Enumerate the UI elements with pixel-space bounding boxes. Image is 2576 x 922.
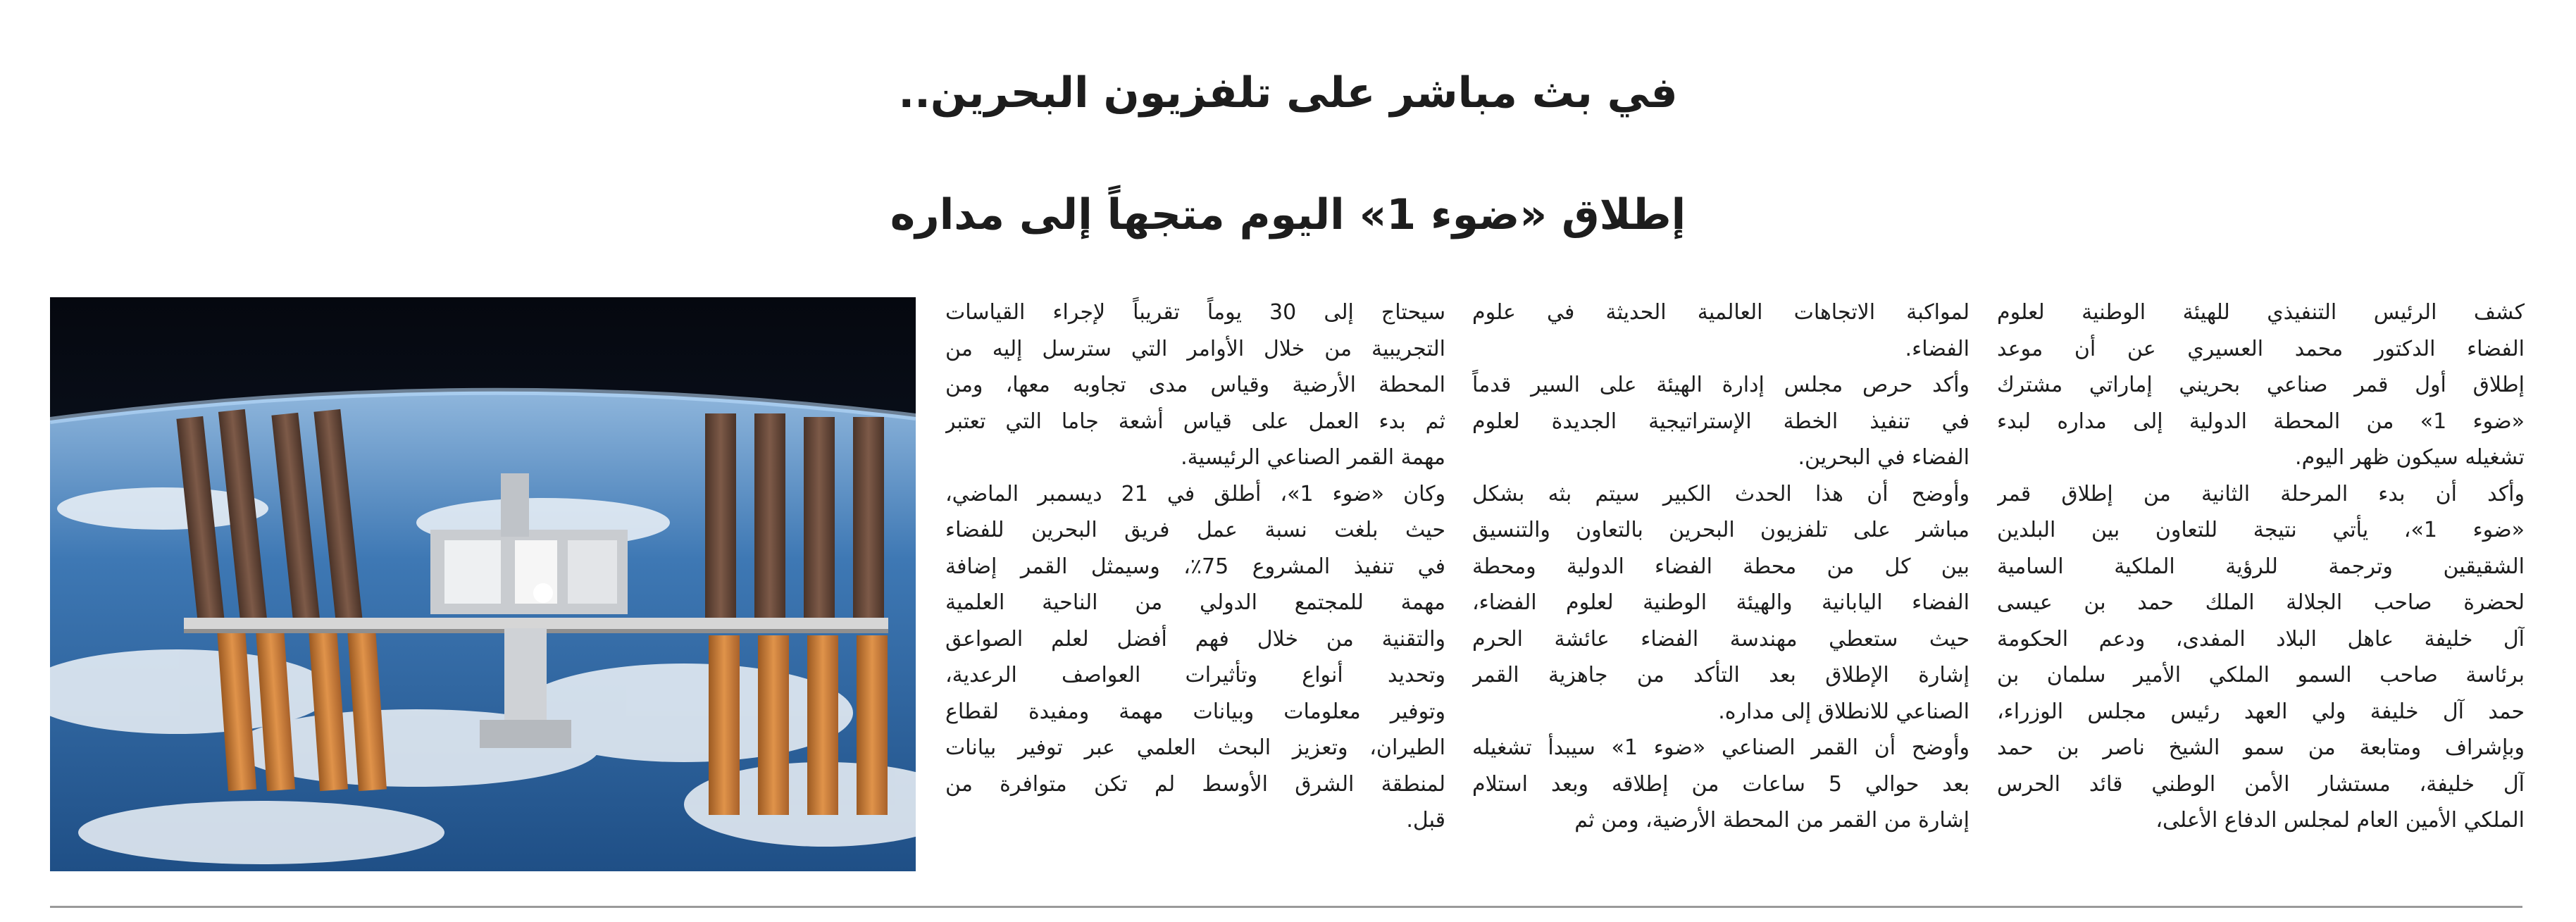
article-line: لمنطقة الشرق الأوسط لم تكن متوافرة من (945, 771, 1445, 797)
article-line: «ضوء 1»، يأتي نتيجة للتعاون بين البلدين (1997, 518, 2525, 542)
article-line: آل خليفة عاهل البلاد المفدى، ودعم الحكومة (1997, 626, 2525, 652)
article-line: كشف الرئيس التنفيذي للهيئة الوطنية لعلوم (1997, 300, 2525, 325)
article-line: وكان «ضوء 1»، أطلق في 21 ديسمبر الماضي، (945, 481, 1445, 506)
article-line: الصناعي للانطلاق إلى مداره. (1718, 699, 1970, 724)
article-line: الشقيقين وترجمة للرؤية الملكية السامية (1997, 554, 2525, 579)
article-line: الفضاء في البحرين. (1798, 445, 1970, 470)
article-line: ثم بدء العمل على قياس أشعة جاما التي تعتبر (945, 409, 1445, 434)
article-line: تشغيله سيكون ظهر اليوم. (2295, 445, 2525, 470)
article-line: في تنفيذ المشروع 75٪، وسيمثل القمر إضافة (945, 554, 1445, 579)
article-line: وأكد حرص مجلس إدارة الهيئة على السير قدماً (1472, 373, 1970, 397)
article-column-2 (1472, 294, 1970, 900)
headline-line-1: في بث مباشر على تلفزيون البحرين.. (898, 68, 1678, 118)
article-line: وأوضح أن القمر الصناعي «ضوء 1» سيبدأ تشغيله (1472, 735, 1970, 760)
article-line: حيث ستعطي مهندسة الفضاء عائشة الحرم (1472, 626, 1970, 652)
headline-line-2: إطلاق «ضوء 1» اليوم متجهاً إلى مداره (890, 190, 1686, 239)
article-line: الفضاء اليابانية والهيئة الوطنية لعلوم الفضاء، (1472, 590, 1970, 615)
article-line: وأكد أن بدء المرحلة الثانية من إطلاق قمر (1997, 481, 2525, 506)
article-line: مباشر على تلفزيون البحرين بالتعاون والتنسيق (1472, 518, 1970, 542)
article-line: مهمة القمر الصناعي الرئيسية. (1181, 445, 1445, 470)
article-line: الطيران، وتعزيز البحث العلمي عبر توفير بيانات (945, 735, 1445, 760)
bottom-rule (50, 906, 2522, 908)
space-station-illustration (50, 297, 916, 871)
article-line: والتقنية من خلال فهم أفضل لعلم الصواعق (945, 626, 1445, 652)
article-line: لمواكبة الاتجاهات العالمية الحديثة في علوم (1472, 300, 1970, 325)
article-line: سيحتاج إلى 30 يوماً تقريباً لإجراء القياسات (945, 300, 1445, 325)
article-line: آل خليفة، مستشار الأمن الوطني قائد الحرس (1997, 771, 2525, 797)
article-line: وبإشراف ومتابعة من سمو الشيخ ناصر بن حمد (1997, 735, 2525, 760)
article-line: مهمة للمجتمع الدولي من الناحية العلمية (945, 590, 1445, 615)
article-column-3 (945, 294, 1445, 900)
article-line: إشارة من القمر من المحطة الأرضية، ومن ثم (1574, 808, 1970, 833)
article-line: الفضاء الدكتور محمد العسيري عن أن موعد (1997, 336, 2525, 361)
article-line: الملكي الأمين العام لمجلس الدفاع الأعلى، (2155, 808, 2525, 833)
article-line: حمد آل خليفة ولي العهد رئيس مجلس الوزراء، (1997, 699, 2525, 724)
article-line: إشارة الإطلاق بعد التأكد من جاهزية القمر (1472, 663, 1970, 687)
article-line: في تنفيذ الخطة الإستراتيجية الجديدة لعلوم (1472, 409, 1970, 434)
article-line: إطلاق أول قمر صناعي بحريني إماراتي مشترك (1997, 373, 2525, 397)
article-line: وتوفير معلومات وبيانات مهمة ومفيدة لقطاع (945, 699, 1445, 724)
article-column-1 (1997, 294, 2525, 900)
article-line: بعد حوالي 5 ساعات من إطلاقه وبعد استلام (1472, 771, 1970, 797)
space-station-photo (50, 297, 916, 871)
article-line: قبل. (1406, 808, 1445, 833)
article-line: حيث بلغت نسبة عمل فريق البحرين للفضاء (945, 518, 1445, 542)
article-line: وأوضح أن هذا الحدث الكبير سيتم بثه بشكل (1472, 481, 1970, 506)
article-line: لحضرة صاحب الجلالة الملك حمد بن عيسى (1997, 590, 2525, 615)
article-line: «ضوء 1» من المحطة الدولية إلى مداره لبدء (1997, 409, 2525, 434)
article-line: التجريبية من خلال الأوامر التي سترسل إليه من (945, 336, 1445, 361)
article-line: وتحديد أنواع وتأثيرات العواصف الرعدية، (945, 663, 1445, 687)
article-line: بين كل من محطة الفضاء الدولية ومحطة (1472, 554, 1970, 579)
article-line: برئاسة صاحب السمو الملكي الأمير سلمان بن (1997, 663, 2525, 687)
article-line: الفضاء. (1905, 336, 1970, 361)
article-line: المحطة الأرضية وقياس مدى تجاوبه معها، ومن (945, 373, 1445, 397)
